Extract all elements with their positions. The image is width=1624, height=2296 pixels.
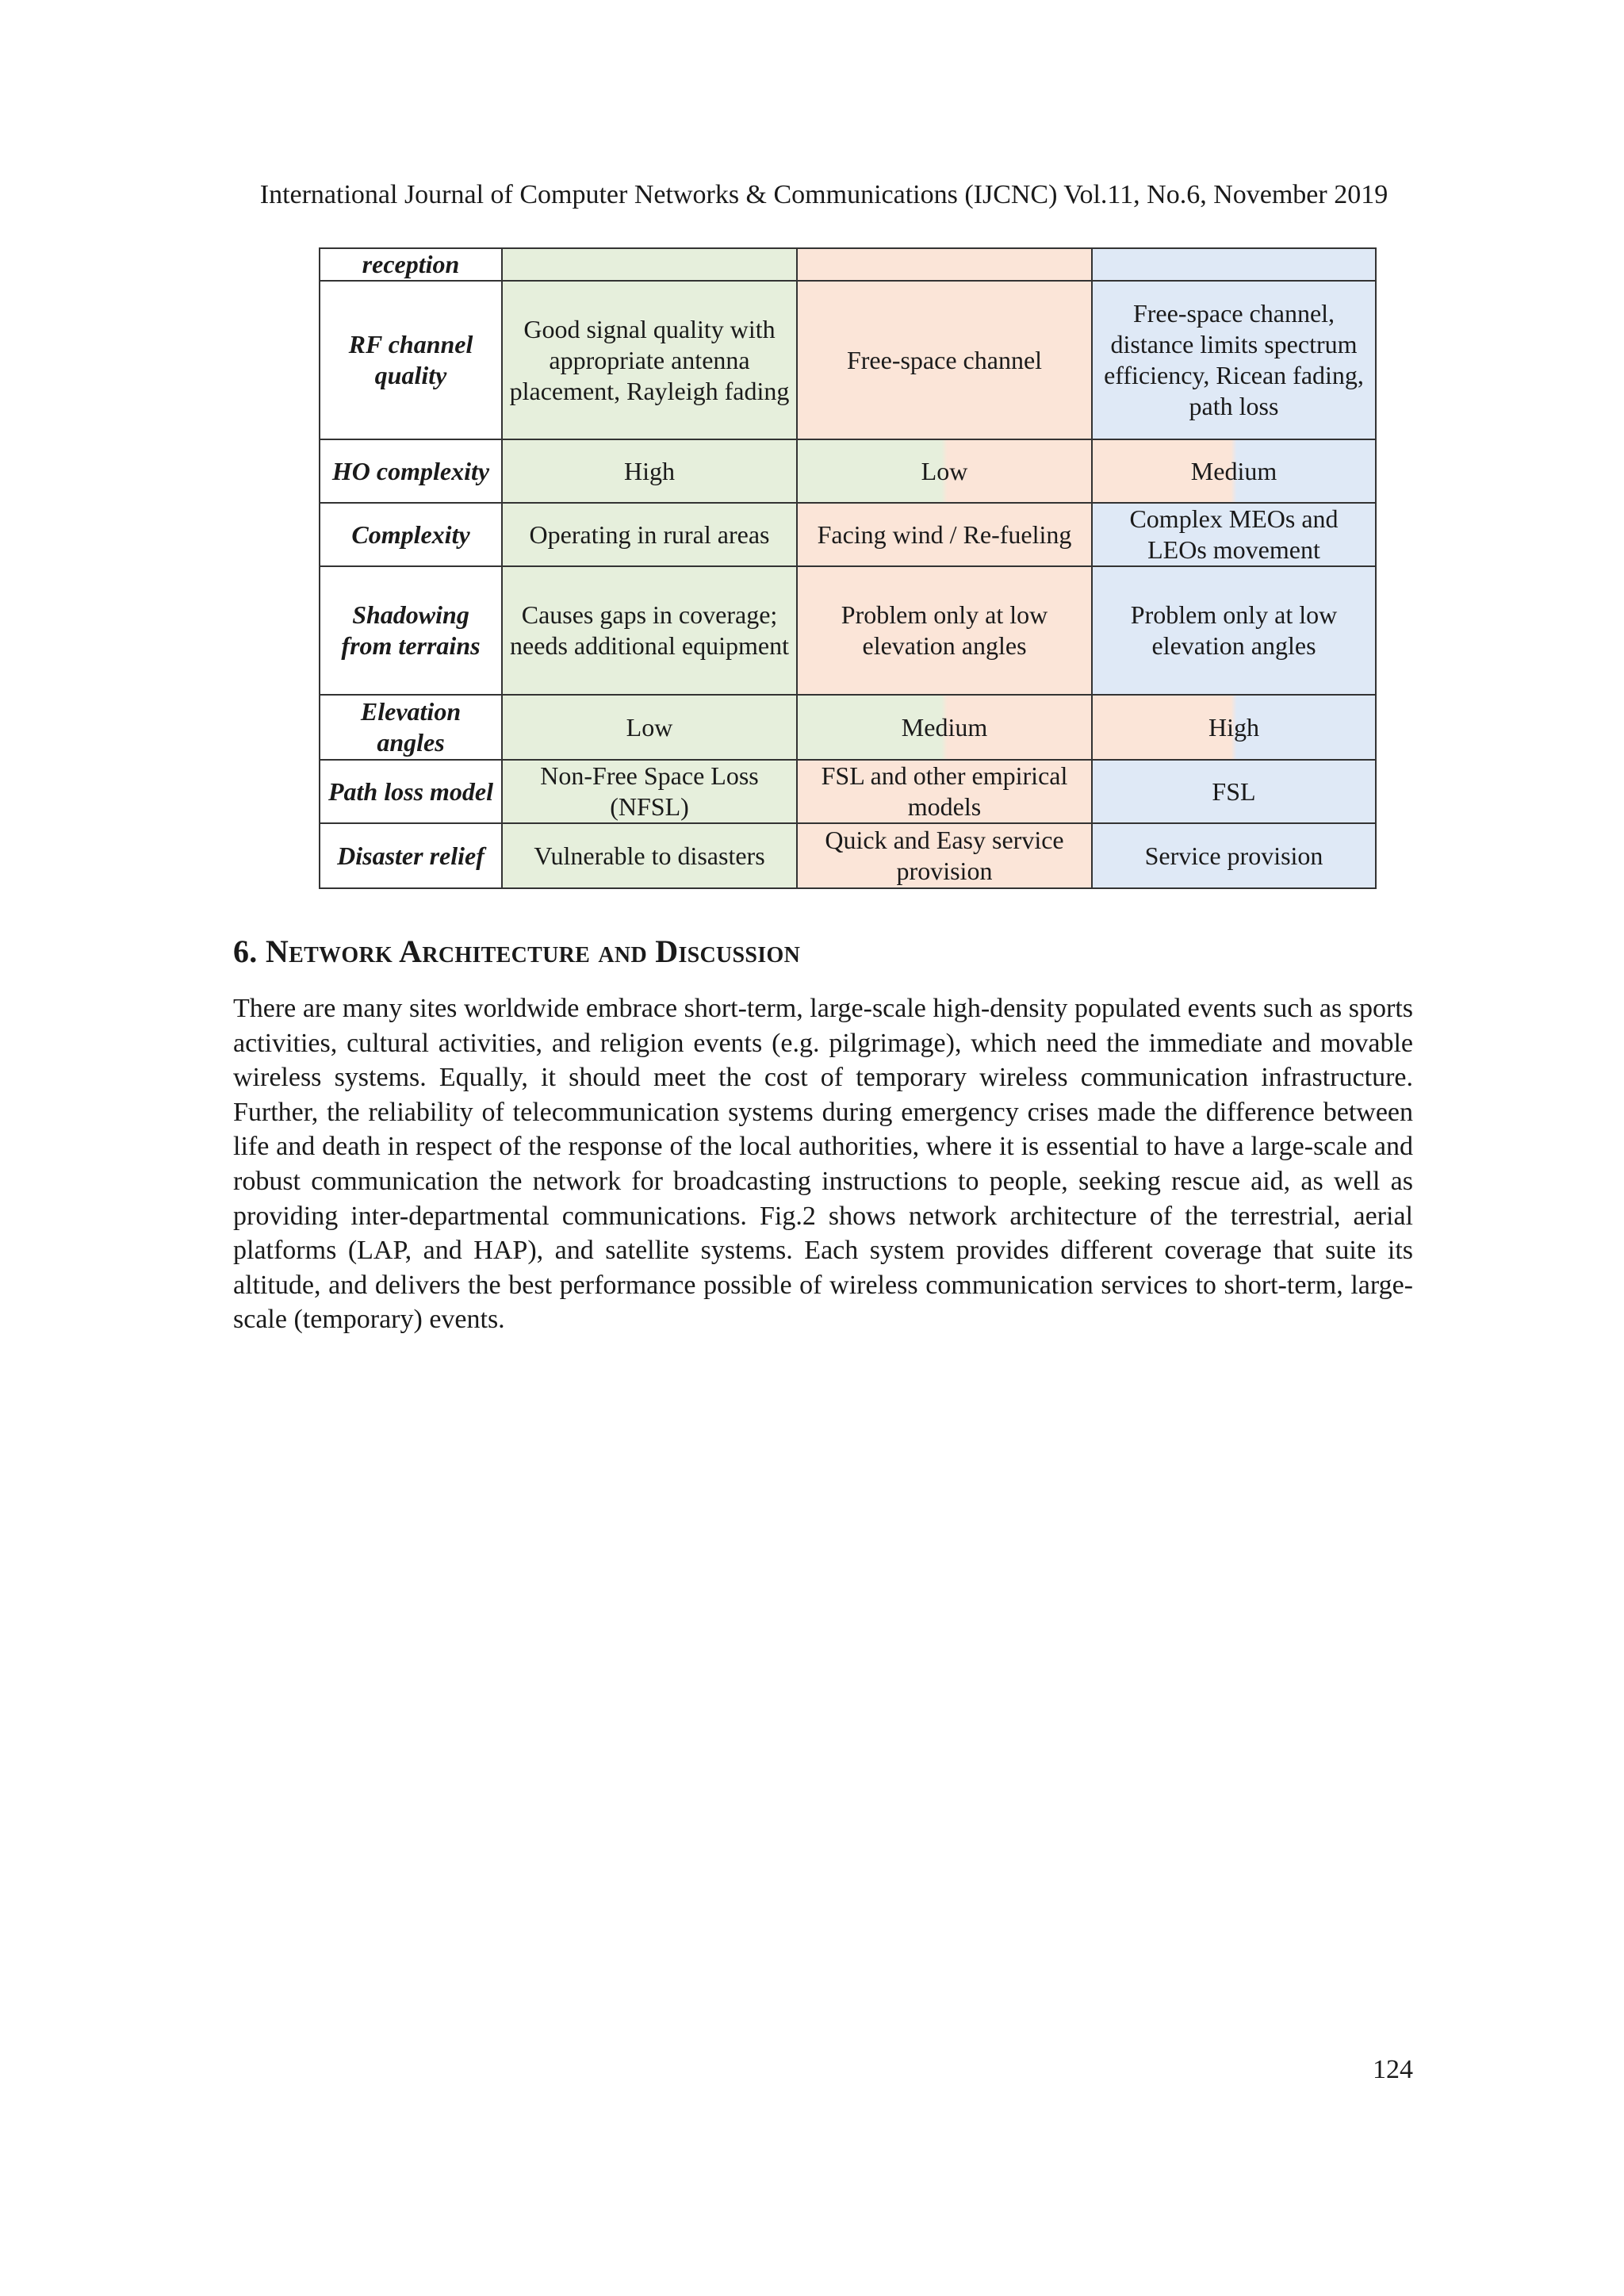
cell-aerial: Facing wind / Re-fueling	[797, 503, 1092, 566]
cell-terrestrial: Low	[502, 695, 797, 760]
table-row	[320, 695, 1376, 760]
cell-aerial: Free-space channel	[797, 281, 1092, 439]
cell-terrestrial: Operating in rural areas	[502, 503, 797, 566]
row-label-complexity: Complexity	[320, 503, 502, 566]
cell-terrestrial: Good signal quality with appropriate antenna placement, Rayleigh fading	[502, 281, 797, 439]
cell-satellite: Free-space channel, distance limits spectrum efficiency, Ricean fading, path loss	[1092, 281, 1376, 439]
cell-aerial: FSL and other empirical models	[797, 760, 1092, 823]
row-label-rf-channel-quality: RF channel quality	[320, 281, 502, 439]
cell-aerial	[797, 248, 1092, 281]
row-label-shadowing-from-terrains: Shadowing from terrains	[320, 566, 502, 695]
table-row	[320, 566, 1376, 695]
row-label-reception: reception	[320, 248, 502, 281]
cell-terrestrial: Causes gaps in coverage; needs additional equipment	[502, 566, 797, 695]
row-label-ho-complexity: HO complexity	[320, 439, 502, 503]
cell-aerial: Medium	[797, 695, 1092, 760]
cell-satellite: Problem only at low elevation angles	[1092, 566, 1376, 695]
cell-terrestrial: Vulnerable to disasters	[502, 823, 797, 888]
section-number: 6.	[233, 933, 258, 969]
cell-terrestrial	[502, 248, 797, 281]
cell-terrestrial: Non-Free Space Loss (NFSL)	[502, 760, 797, 823]
table-row	[320, 823, 1376, 888]
cell-terrestrial: High	[502, 439, 797, 503]
table-row	[320, 281, 1376, 439]
cell-satellite: Medium	[1092, 439, 1376, 503]
section-title: Network Architecture and Discussion	[265, 933, 801, 969]
row-label-path-loss-model: Path loss model	[320, 760, 502, 823]
cell-aerial: Quick and Easy service provision	[797, 823, 1092, 888]
cell-satellite: Complex MEOs and LEOs movement	[1092, 503, 1376, 566]
row-label-disaster-relief: Disaster relief	[320, 823, 502, 888]
table-row	[320, 248, 1376, 281]
table-row	[320, 503, 1376, 566]
cell-aerial: Low	[797, 439, 1092, 503]
cell-satellite	[1092, 248, 1376, 281]
cell-satellite: High	[1092, 695, 1376, 760]
table-row	[320, 439, 1376, 503]
row-label-elevation-angles: Elevation angles	[320, 695, 502, 760]
running-header: International Journal of Computer Networks & Communications (IJCNC) Vol.11, No.6, November 2019	[259, 180, 1388, 209]
section-heading	[233, 933, 800, 971]
cell-aerial: Problem only at low elevation angles	[797, 566, 1092, 695]
table-row	[320, 760, 1376, 823]
page-number: 124	[1373, 2055, 1413, 2084]
comparison-table	[319, 247, 1377, 889]
cell-satellite: Service provision	[1092, 823, 1376, 888]
body-paragraph: There are many sites worldwide embrace short-term, large-scale high-density populated events such as sports activities, cultural activities, and religion events (e.g. pilgrimage), which need the immediate and movable wireless systems. Equally, it should meet the cost of temporary wireless communication infrastructure. Further, the reliability of telecommunication systems during emergency crises made the difference between life and death in respect of the response of the local authorities, where it is essential to have a large-scale and robust communication the network for broadcasting instructions to people, seeking rescue aid, as well as providing inter-departmental communications. Fig.2 shows network architecture of the terrestrial, aerial platforms (LAP, and HAP), and satellite systems. Each system provides different coverage that suite its altitude, and delivers the best performance possible of wireless communication services to short-term, large-scale (temporary) events.	[233, 994, 1413, 1335]
cell-satellite: FSL	[1092, 760, 1376, 823]
